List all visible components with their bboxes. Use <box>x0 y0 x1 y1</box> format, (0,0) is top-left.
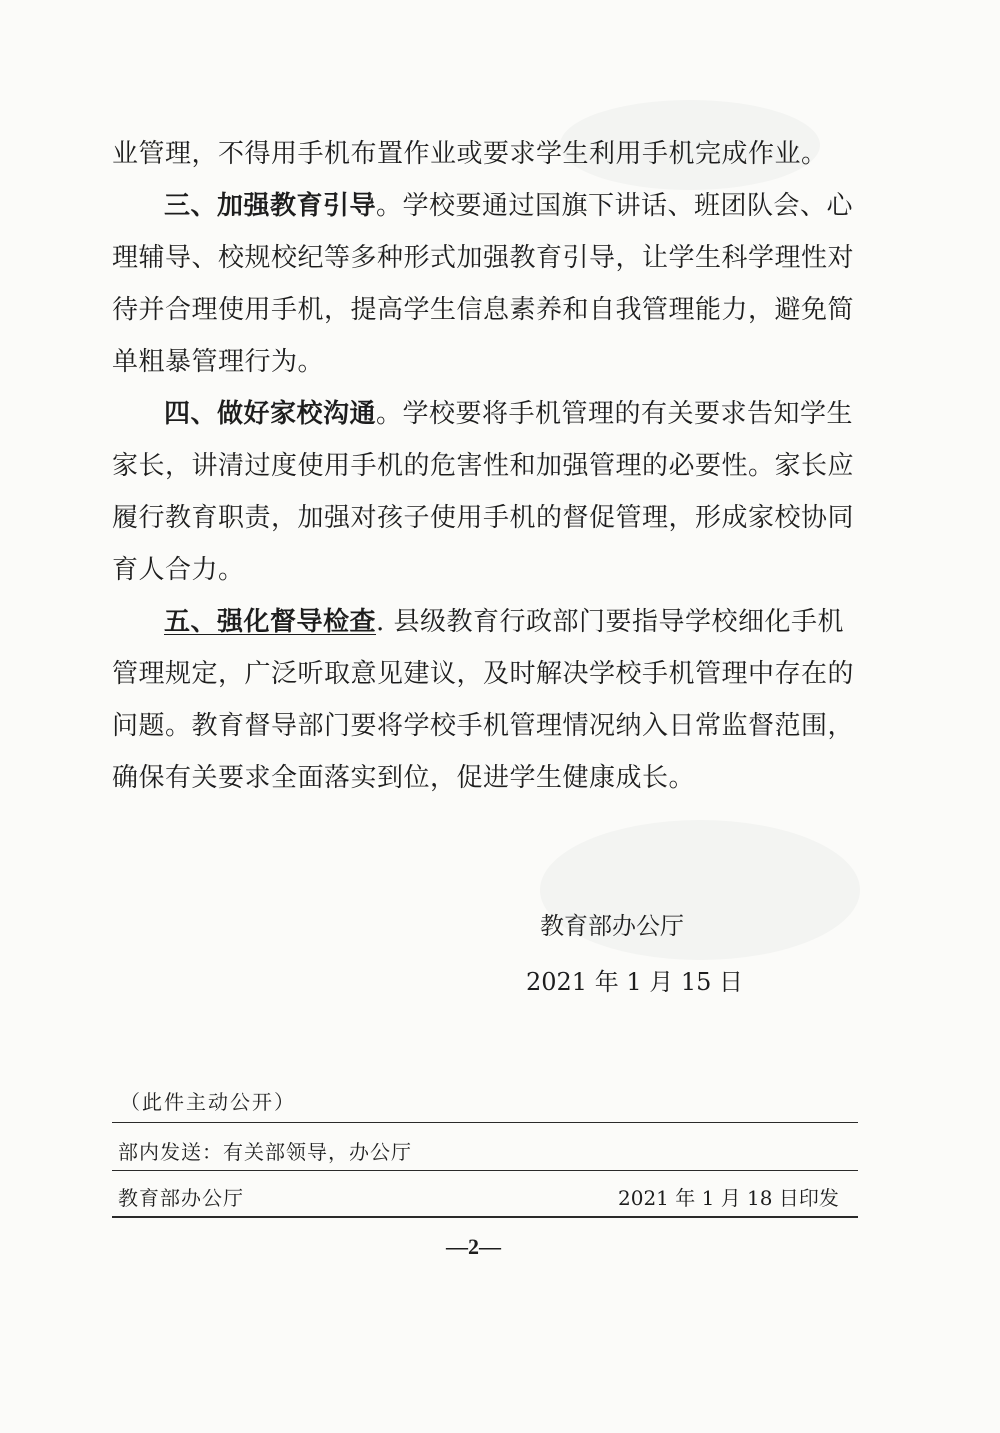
disclosure-note: （此件主动公开） <box>120 1090 296 1114</box>
divider <box>112 1170 858 1171</box>
paragraph-line: 单粗暴管理行为。 <box>112 347 325 377</box>
divider <box>112 1216 858 1218</box>
paragraph-line: 履行教育职责，加强对孩子使用手机的督促管理，形成家校协同 <box>112 503 855 533</box>
paragraph-line: 育人合力。 <box>112 555 245 585</box>
section-heading: 五、强化督导检查 <box>164 607 377 637</box>
signature-issuer: 教育部办公厅 <box>540 912 684 940</box>
footer-print-date: 2021 年 1 月 18 日印发 <box>618 1186 839 1210</box>
paragraph-line: 确保有关要求全面落实到位，促进学生健康成长。 <box>112 763 696 793</box>
paragraph-line: 家长，讲清过度使用手机的危害性和加强管理的必要性。家长应 <box>112 451 855 481</box>
section-heading: 四、做好家校沟通 <box>164 399 377 429</box>
paragraph-text: . 县级教育行政部门要指导学校细化手机 <box>376 607 845 637</box>
paragraph-line <box>112 596 872 648</box>
divider <box>112 1122 858 1123</box>
footer-issuer: 教育部办公厅 <box>118 1186 244 1210</box>
paragraph-text: 。学校要通过国旗下讲话、班团队会、心 <box>376 191 854 221</box>
paragraph-line: 待并合理使用手机，提高学生信息素养和自我管理能力，避免简 <box>112 295 855 325</box>
paragraph-line <box>112 388 872 440</box>
paragraph-line: 业管理，不得用手机布置作业或要求学生利用手机完成作业。 <box>112 139 828 169</box>
paragraph-text: 。学校要将手机管理的有关要求告知学生 <box>376 399 854 429</box>
paragraph-line: 理辅导、校规校纪等多种形式加强教育引导，让学生科学理性对 <box>112 243 855 273</box>
paragraph-line <box>112 180 872 232</box>
distribution-line: 部内发送：有关部领导，办公厅 <box>118 1140 412 1164</box>
paragraph-line: 问题。教育督导部门要将学校手机管理情况纳入日常监督范围， <box>112 711 855 741</box>
paragraph-line: 管理规定，广泛听取意见建议，及时解决学校手机管理中存在的 <box>112 659 855 689</box>
document-body <box>112 128 872 804</box>
section-heading: 三、加强教育引导 <box>164 191 377 221</box>
page-number: —2— <box>446 1234 501 1259</box>
signature-date: 2021 年 1 月 15 日 <box>526 968 744 996</box>
